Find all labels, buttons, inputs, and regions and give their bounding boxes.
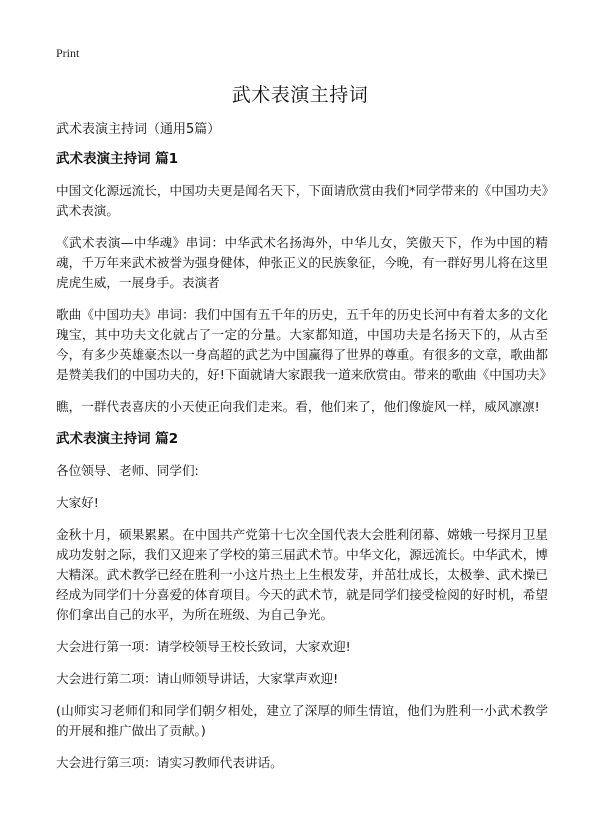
paragraph: 大会进行第一项：请学校领导王校长致词，大家欢迎! xyxy=(56,639,351,654)
paragraph: 金秋十月，硕果累累。在中国共产党第十七次全国代表大会胜利闭幕、嫦娥一号探月卫星成功发射之际，我们又迎来了学校的第三届武术节。中华文化，源远流长。中华武术，博大精深。武术教学已经在胜利一小这片热土上生根发芽，并茁壮成长，太极拳、武术操已经成为同学们十分喜爱的体育项目。今天的武术节，就是同学们接受检阅的好时机，希望你们拿出自己的水平，为所在班级、为自己争光。 xyxy=(56,527,548,622)
section-heading: 武术表演主持词 篇1 xyxy=(56,151,179,167)
paragraph: 大会进行第二项：请山师领导讲话，大家掌声欢迎! xyxy=(56,671,339,686)
document-title: 武术表演主持词 xyxy=(231,84,369,106)
paragraph: 各位领导、老师、同学们: xyxy=(56,463,199,478)
section-2 xyxy=(56,430,548,773)
paragraph: 大会进行第三项：请实习教师代表讲话。 xyxy=(56,755,283,770)
paragraph: 歌曲《中国功夫》串词：我们中国有五千年的历史，五千年的历史长河中有着太多的文化瑰宝，其中功夫文化就占了一定的分量。大家都知道，中国功夫是名扬天下的，从古至今，有多少英雄豪杰以一身高超的武艺为中国赢得了世界的尊重。有很多的文章，歌曲都是赞美我们的中国功夫的，好!下面就请大家跟我一道来欣赏由。带来的歌曲《中国功夫》 xyxy=(56,307,553,382)
document-body xyxy=(56,121,553,785)
paragraph: 大家好! xyxy=(56,495,99,510)
section-heading: 武术表演主持词 篇2 xyxy=(56,431,179,447)
paragraph: (山师实习老师们和同学们朝夕相处，建立了深厚的师生情谊，他们为胜利一小武术教学的开展和推广做出了贡献。) xyxy=(56,703,548,738)
paragraph: 中国文化源远流长，中国功夫更是闻名天下，下面请欣赏由我们*同学带来的《中国功夫》武术表演。 xyxy=(56,183,548,218)
print-link[interactable]: Print xyxy=(56,46,80,60)
section-1 xyxy=(56,150,553,417)
document-subtitle: 武术表演主持词（通用5篇） xyxy=(56,122,221,137)
paragraph: 瞧，一群代表喜庆的小天使正向我们走来。看，他们来了，他们像旋风一样，威风凛凛! xyxy=(56,399,540,414)
paragraph: 《武术表演—中华魂》串词：中华武术名扬海外，中华儿女，笑傲天下，作为中国的精魂，千万年来武术被誉为强身健体，伸张正义的民族象征，今晚，有一群好男儿将在这里虎虎生威，一展身手。表演者 xyxy=(56,235,548,290)
